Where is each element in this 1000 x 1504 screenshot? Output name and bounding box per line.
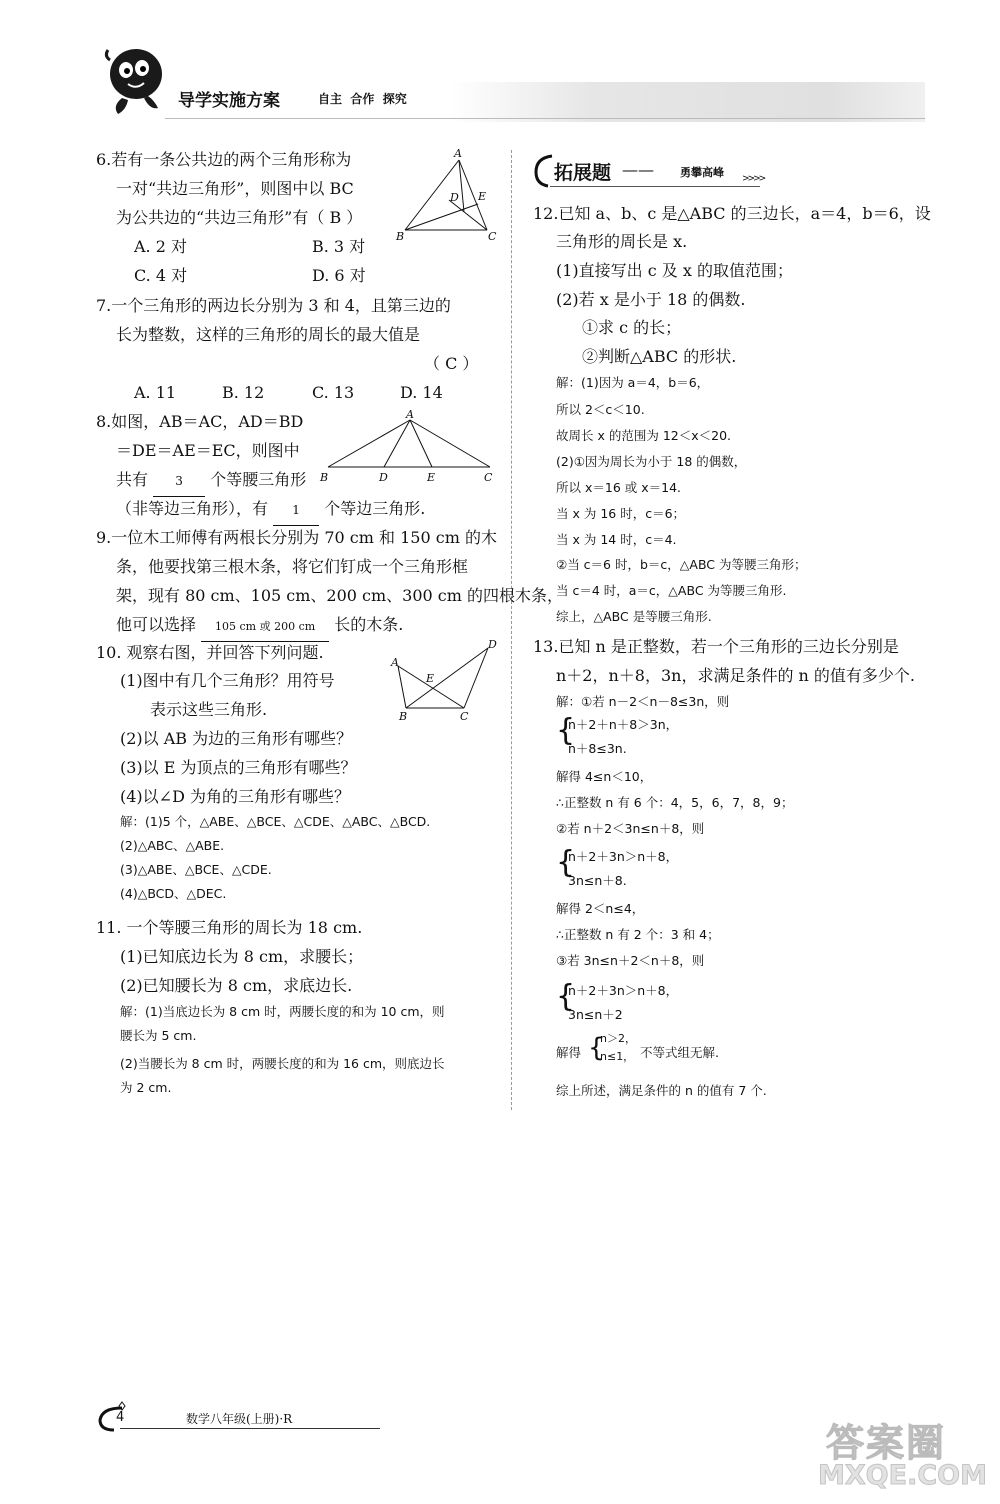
q13-system-1-line-2: n＋8≤3n. [568, 741, 627, 756]
q12-solution-3: 故周长 x 的范围为 12＜x＜20. [556, 428, 732, 443]
header-subtitle: 自主 合作 探究 [318, 92, 407, 106]
q11-solution-3: (2)当腰长为 8 cm 时，两腰长度的和为 16 cm，则底边长 [120, 1056, 445, 1071]
q8-figure [318, 410, 498, 486]
q13-conclusion: 综上所述，满足条件的 n 的值有 7 个. [556, 1083, 767, 1098]
q8-line-4-prefix: （非等边三角形），有 [116, 499, 269, 518]
q13-system-3-brace: { [556, 979, 576, 1014]
q8-fig-label-b: B [320, 471, 329, 484]
q11-line-2: (1)已知底边长为 8 cm，求腰长； [120, 947, 364, 966]
section-subtitle: 勇攀高峰 [680, 166, 724, 179]
q10-line-2: (1)图中有几个三角形？用符号 [120, 671, 335, 690]
q10-solution-3: (3)△ABE、△BCE、△CDE. [120, 862, 272, 877]
q13-step-3-line-2: ∴正整数 n 有 2 个：3 和 4； [556, 927, 720, 942]
q13-system-2-line-2: 3n≤n＋8. [568, 873, 627, 888]
q13-line-1: 13.已知 n 是正整数，若一个三角形的三边长分别是 [533, 637, 899, 656]
q13-system-1-line-1: n＋2＋n＋8＞3n， [568, 717, 679, 732]
q11-line-3: (2)已知腰长为 8 cm，求底边长. [120, 976, 353, 995]
q10-solution-4: (4)△BCD、△DEC. [120, 886, 227, 901]
q13-line-2: n＋2，n＋8，3n，求满足条件的 n 的值有多少个. [556, 666, 916, 685]
footer-underline [120, 1428, 380, 1429]
q12-line-6: ②判断△ABC 的形状. [582, 347, 737, 366]
q6-fig-label-d: D [450, 191, 459, 204]
column-divider [511, 150, 512, 1110]
q12-solution-5: 所以 x＝16 或 x＝14. [556, 480, 682, 495]
q12-solution-4: (2)①因为周长为小于 18 的偶数， [556, 454, 747, 469]
q13-step-4-prefix: 解得 [556, 1045, 582, 1060]
q12-solution-10: 综上，△ABC 是等腰三角形. [556, 609, 712, 624]
q6-line-1: 6.若有一条公共边的两个三角形称为 [96, 150, 352, 169]
q13-system-3-line-1: n＋2＋3n＞n＋8， [568, 983, 679, 998]
section-header [530, 150, 770, 190]
q7-option-d: D. 14 [400, 383, 443, 402]
q13-system-2-brace: { [556, 845, 576, 880]
footer-book-title: 数学八年级(上册)·R [186, 1412, 293, 1426]
q7-option-a: A. 11 [134, 383, 177, 402]
q12-line-2: 三角形的周长是 x. [556, 232, 688, 251]
q6-fig-label-e: E [478, 190, 487, 203]
q13-step-2-line-2: ∴正整数 n 有 6 个：4，5，6，7，8，9； [556, 795, 794, 810]
q7-line-1: 7.一个三角形的两边长分别为 3 和 4，且第三边的 [96, 296, 451, 315]
q10-solution-1: 解：(1)5 个，△ABE、△BCE、△CDE、△ABC、△BCD. [120, 814, 431, 829]
q8-line-3-prefix: 共有 [116, 470, 149, 489]
q13-system-2-line-1: n＋2＋3n＞n＋8， [568, 849, 679, 864]
q11-solution-2: 腰长为 5 cm. [120, 1028, 197, 1043]
q10-fig-label-b: B [399, 710, 408, 723]
q10-line-1: 10. 观察右图，并回答下列问题. [96, 643, 324, 662]
q10-fig-label-c: C [460, 710, 469, 723]
q8-line-2: ＝DE＝AE＝EC，则图中 [116, 441, 300, 460]
q9-line-4-prefix: 他可以选择 [116, 615, 197, 634]
q7-option-b: B. 12 [222, 383, 265, 402]
q13-step-2-line-3: ②若 n＋2＜3n≤n＋8，则 [556, 821, 705, 836]
q6-figure [392, 146, 502, 246]
q10-line-3: 表示这些三角形. [150, 700, 268, 719]
q6-fig-label-a: A [454, 147, 462, 160]
q12-solution-7: 当 x 为 14 时，c＝4. [556, 532, 677, 547]
q8-fig-label-d: D [379, 471, 388, 484]
q8-line-3 [116, 465, 306, 497]
q8-line-4 [116, 494, 425, 526]
q13-system-4-line-2: n≤1， [600, 1050, 635, 1063]
q8-fig-label-a: A [406, 410, 414, 421]
q10-solution-2: (2)△ABC、△ABE. [120, 838, 225, 853]
q8-answer-blank-1: 3 [153, 467, 205, 497]
q8-fig-label-e: E [427, 471, 436, 484]
q11-solution-4: 为 2 cm. [120, 1080, 172, 1095]
q8-line-4-suffix: 个等边三角形. [324, 499, 426, 518]
q6-fig-label-c: C [488, 230, 497, 243]
q11-line-1: 11. 一个等腰三角形的周长为 18 cm. [96, 918, 363, 937]
q10-fig-label-d: D [488, 638, 497, 651]
q13-system-4-line-1: n＞2， [600, 1032, 636, 1045]
q10-line-4: (2)以 AB 为边的三角形有哪些？ [120, 729, 353, 748]
watermark-logo-text: 答案圈 [826, 1421, 947, 1465]
q13-step-2-line-1: 解得 4≤n＜10， [556, 769, 653, 784]
q8-line-1: 8.如图，AB＝AC，AD＝BD [96, 412, 304, 431]
q10-figure [388, 638, 500, 726]
q6-fig-label-b: B [396, 230, 405, 243]
section-underline [550, 186, 760, 187]
section-chevrons-icon: >>>> [742, 174, 765, 184]
q8-answer-blank-2: 1 [273, 496, 319, 526]
q9-answer-blank: 105 cm 或 200 cm [201, 612, 329, 642]
q12-solution-6: 当 x 为 16 时，c＝6； [556, 506, 686, 521]
q7-option-c: C. 13 [312, 383, 355, 402]
q10-line-5: (3)以 E 为顶点的三角形有哪些？ [120, 758, 357, 777]
header-decoration-bar [450, 82, 925, 122]
q12-line-3: (1)直接写出 c 及 x 的取值范围； [556, 261, 793, 280]
q12-line-1: 12.已知 a、b、c 是△ABC 的三边长，a＝4，b＝6，设 [533, 204, 931, 223]
q13-step-1: 解：①若 n－2＜n－8≤3n，则 [556, 694, 730, 709]
q6-option-b: B. 3 对 [312, 237, 366, 256]
q10-fig-label-e: E [426, 672, 435, 685]
q6-option-d: D. 6 对 [312, 266, 366, 285]
q13-step-3-line-1: 解得 2＜n≤4， [556, 901, 645, 916]
q8-line-3-suffix: 个等腰三角形 [210, 470, 307, 489]
q13-system-4-brace: { [588, 1033, 605, 1063]
page-number: 4 [116, 1410, 125, 1425]
q9-line-2: 条，他要找第三根木条，将它们钉成一个三角形框 [116, 557, 469, 576]
q9-line-3: 架，现有 80 cm、105 cm、200 cm、300 cm 的四根木条， [116, 586, 564, 605]
q7-answer: （ C ） [424, 354, 479, 373]
section-dash: —— [622, 160, 654, 179]
q6-line-3: 为公共边的“共边三角形”有（ B ） [116, 208, 363, 227]
header-underline [165, 118, 925, 119]
q10-fig-label-a: A [391, 656, 399, 669]
q12-line-4: (2)若 x 是小于 18 的偶数. [556, 290, 746, 309]
q7-line-2: 长为整数，这样的三角形的周长的最大值是 [116, 325, 421, 344]
q10-line-6: (4)以∠D 为角的三角形有哪些？ [120, 787, 350, 806]
q9-line-4-suffix: 长的木条. [334, 615, 404, 634]
q11-solution-1: 解：(1)当底边长为 8 cm 时，两腰长度的和为 10 cm，则 [120, 1004, 445, 1019]
q6-option-c: C. 4 对 [134, 266, 188, 285]
q6-option-a: A. 2 对 [134, 237, 187, 256]
q9-line-1: 9.一位木工师傅有两根长分别为 70 cm 和 150 cm 的木 [96, 528, 497, 547]
header-title: 导学实施方案 [178, 91, 280, 111]
q13-system-3-line-2: 3n≤n＋2 [568, 1007, 623, 1022]
q12-solution-2: 所以 2＜c＜10. [556, 402, 645, 417]
watermark-url: MXQE.COM [818, 1460, 987, 1491]
q12-solution-8: ②当 c＝6 时，b＝c，△ABC 为等腰三角形； [556, 557, 807, 572]
q6-line-2: 一对“共边三角形”，则图中以 BC [116, 179, 354, 198]
q12-solution-1: 解：(1)因为 a＝4，b＝6， [556, 375, 710, 390]
q12-line-5: ①求 c 的长； [582, 318, 682, 337]
section-title: 拓展题 [554, 162, 612, 184]
q13-step-3-line-3: ③若 3n≤n＋2＜n＋8，则 [556, 953, 705, 968]
q13-step-4-suffix: 不等式组无解. [640, 1045, 719, 1060]
q12-solution-9: 当 c＝4 时，a＝c，△ABC 为等腰三角形. [556, 583, 787, 598]
mascot-icon [98, 40, 168, 118]
q13-system-1-brace: { [556, 713, 576, 748]
q8-fig-label-c: C [484, 471, 493, 484]
